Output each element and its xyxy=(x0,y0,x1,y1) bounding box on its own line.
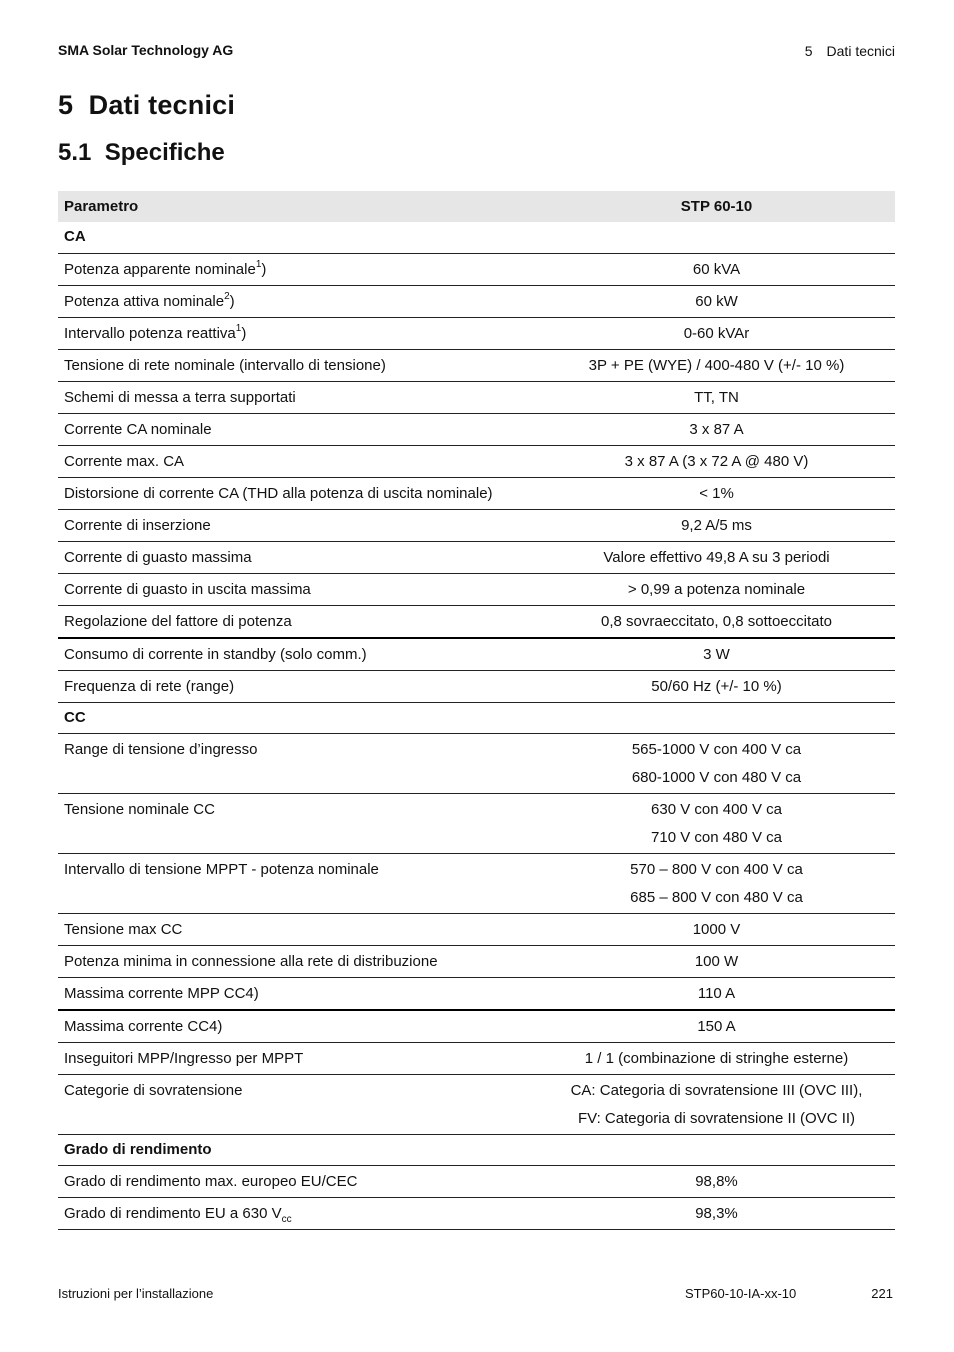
value-cell: > 0,99 a potenza nominale xyxy=(627,580,806,598)
param-cell: Corrente di guasto in uscita massima xyxy=(64,580,311,598)
param-suffix: ) xyxy=(229,292,235,310)
param-text: Grado di rendimento EU a 630 V xyxy=(64,1204,282,1222)
section-row-efficiency xyxy=(58,1134,895,1165)
table-row xyxy=(58,977,895,1010)
value-cell: 98,8% xyxy=(695,1172,738,1190)
table-row xyxy=(58,477,895,509)
value-cell: 1000 V xyxy=(692,920,741,938)
value-cell: 1 / 1 (combinazione di stringhe esterne) xyxy=(584,1049,849,1067)
table-row xyxy=(58,1165,895,1197)
param-suffix: ) xyxy=(241,324,247,342)
value-cell: 110 A xyxy=(697,984,736,1002)
table-row xyxy=(58,670,895,702)
param-cell: Corrente di inserzione xyxy=(64,516,211,534)
value-cell: Valore effettivo 49,8 A su 3 periodi xyxy=(603,548,830,566)
value-cell xyxy=(538,733,895,793)
value-cell: 3P + PE (WYE) / 400-480 V (+/- 10 %) xyxy=(588,356,845,374)
table-row xyxy=(58,1010,895,1043)
table-row xyxy=(58,1197,895,1229)
param-cell xyxy=(58,1197,538,1229)
header-chapter-number: 5 xyxy=(804,43,813,59)
table-row xyxy=(58,1074,895,1134)
table-row xyxy=(58,509,895,541)
param-cell: Schemi di messa a terra supportati xyxy=(64,388,296,406)
param-suffix: ) xyxy=(261,260,267,278)
param-text: Potenza attiva nominale xyxy=(64,292,225,310)
value-line: 630 V con 400 V ca xyxy=(651,800,782,818)
param-cell: Grado di rendimento max. europeo EU/CEC xyxy=(64,1172,358,1190)
table-row xyxy=(58,1042,895,1074)
table-row xyxy=(58,793,895,853)
param-cell xyxy=(58,253,538,285)
value-cell: 60 kVA xyxy=(692,260,741,278)
table-row xyxy=(58,605,895,638)
param-cell: Intervallo di tensione MPPT - potenza nominale xyxy=(64,860,379,878)
table-row xyxy=(58,317,895,349)
param-cell: Tensione di rete nominale (intervallo di tensione) xyxy=(64,356,386,374)
param-cell: Distorsione di corrente CA (THD alla potenza di uscita nominale) xyxy=(64,484,493,502)
value-cell: 9,2 A/5 ms xyxy=(681,516,752,534)
section-row-ca xyxy=(58,222,895,253)
value-cell: 150 A xyxy=(697,1017,736,1035)
specifications-table xyxy=(58,191,895,1230)
table-row xyxy=(58,541,895,573)
param-cell: Tensione max CC xyxy=(64,920,183,938)
table-row xyxy=(58,733,895,793)
table-row xyxy=(58,638,895,671)
param-cell: Range di tensione d’ingresso xyxy=(64,740,258,758)
value-cell xyxy=(538,1074,895,1134)
footnote-mark: 1 xyxy=(255,258,262,270)
value-cell: 60 kW xyxy=(695,292,738,310)
table-header-row xyxy=(58,191,895,222)
param-cell: Regolazione del fattore di potenza xyxy=(64,612,292,630)
param-cell: Inseguitori MPP/Ingresso per MPPT xyxy=(64,1049,304,1067)
param-cell: Corrente di guasto massima xyxy=(64,548,252,566)
value-line: 685 – 800 V con 480 V ca xyxy=(630,888,803,906)
footnote-mark: 1 xyxy=(235,322,242,334)
table-row xyxy=(58,945,895,977)
param-cell xyxy=(58,317,538,349)
table-row xyxy=(58,253,895,285)
value-cell: 3 x 87 A xyxy=(689,420,744,438)
subscript-mark: cc xyxy=(281,1213,292,1225)
table-row xyxy=(58,349,895,381)
section-label: Grado di rendimento xyxy=(64,1140,212,1158)
value-cell: 0,8 sovraeccitato, 0,8 sottoeccitato xyxy=(601,612,832,630)
param-cell: Tensione nominale CC xyxy=(64,800,215,818)
table-row xyxy=(58,381,895,413)
param-cell: Potenza minima in connessione alla rete di distribuzione xyxy=(64,952,438,970)
section-row-cc xyxy=(58,702,895,733)
table-row xyxy=(58,573,895,605)
footer-page-number: 221 xyxy=(871,1286,893,1301)
table-row xyxy=(58,913,895,945)
param-cell: Frequenza di rete (range) xyxy=(64,677,235,695)
value-cell xyxy=(538,853,895,913)
value-line: 565-1000 V con 400 V ca xyxy=(631,740,802,758)
param-cell xyxy=(58,285,538,317)
value-cell: 50/60 Hz (+/- 10 %) xyxy=(651,677,782,695)
value-cell: 100 W xyxy=(694,952,739,970)
param-cell: Consumo di corrente in standby (solo comm.) xyxy=(64,645,367,663)
value-cell: 98,3% xyxy=(695,1204,738,1222)
value-cell: 0-60 kVAr xyxy=(683,324,750,342)
value-line: 680-1000 V con 480 V ca xyxy=(631,768,802,786)
value-cell: < 1% xyxy=(699,484,734,502)
param-cell: Massima corrente MPP CC4) xyxy=(64,984,259,1002)
header-chapter-title: Dati tecnici xyxy=(826,43,895,59)
column-header-model: STP 60-10 xyxy=(538,191,895,222)
table-row xyxy=(58,285,895,317)
table-row xyxy=(58,445,895,477)
value-line: CA: Categoria di sovratensione III (OVC III), xyxy=(570,1081,863,1099)
param-text: Potenza apparente nominale xyxy=(64,260,256,278)
value-line: 710 V con 480 V ca xyxy=(651,828,782,846)
value-cell: 3 W xyxy=(703,645,730,663)
value-line: 570 – 800 V con 400 V ca xyxy=(630,860,803,878)
value-cell: 3 x 87 A (3 x 72 A @ 480 V) xyxy=(624,452,809,470)
value-cell: TT, TN xyxy=(694,388,739,406)
param-cell: Categorie di sovratensione xyxy=(64,1081,243,1099)
param-cell: Massima corrente CC4) xyxy=(64,1017,223,1035)
table-row xyxy=(58,413,895,445)
param-text: Intervallo potenza reattiva xyxy=(64,324,236,342)
header-chapter xyxy=(805,43,895,59)
footer-doc-code: STP60-10-IA-xx-10 xyxy=(685,1286,797,1301)
header-company: SMA Solar Technology AG xyxy=(58,42,234,58)
value-cell xyxy=(538,793,895,853)
param-cell: Corrente CA nominale xyxy=(64,420,212,438)
section-heading: 5.1 Specifiche xyxy=(58,139,225,166)
section-label: CA xyxy=(64,228,86,245)
table-row xyxy=(58,853,895,913)
param-cell: Corrente max. CA xyxy=(64,452,185,470)
section-label: CC xyxy=(64,708,86,726)
footnote-mark: 2 xyxy=(224,290,230,302)
value-line: FV: Categoria di sovratensione II (OVC II) xyxy=(577,1109,856,1127)
column-header-parameter: Parametro xyxy=(58,191,538,222)
footer-doc-type: Istruzioni per l’installazione xyxy=(58,1286,214,1301)
chapter-heading: 5 Dati tecnici xyxy=(58,90,236,120)
